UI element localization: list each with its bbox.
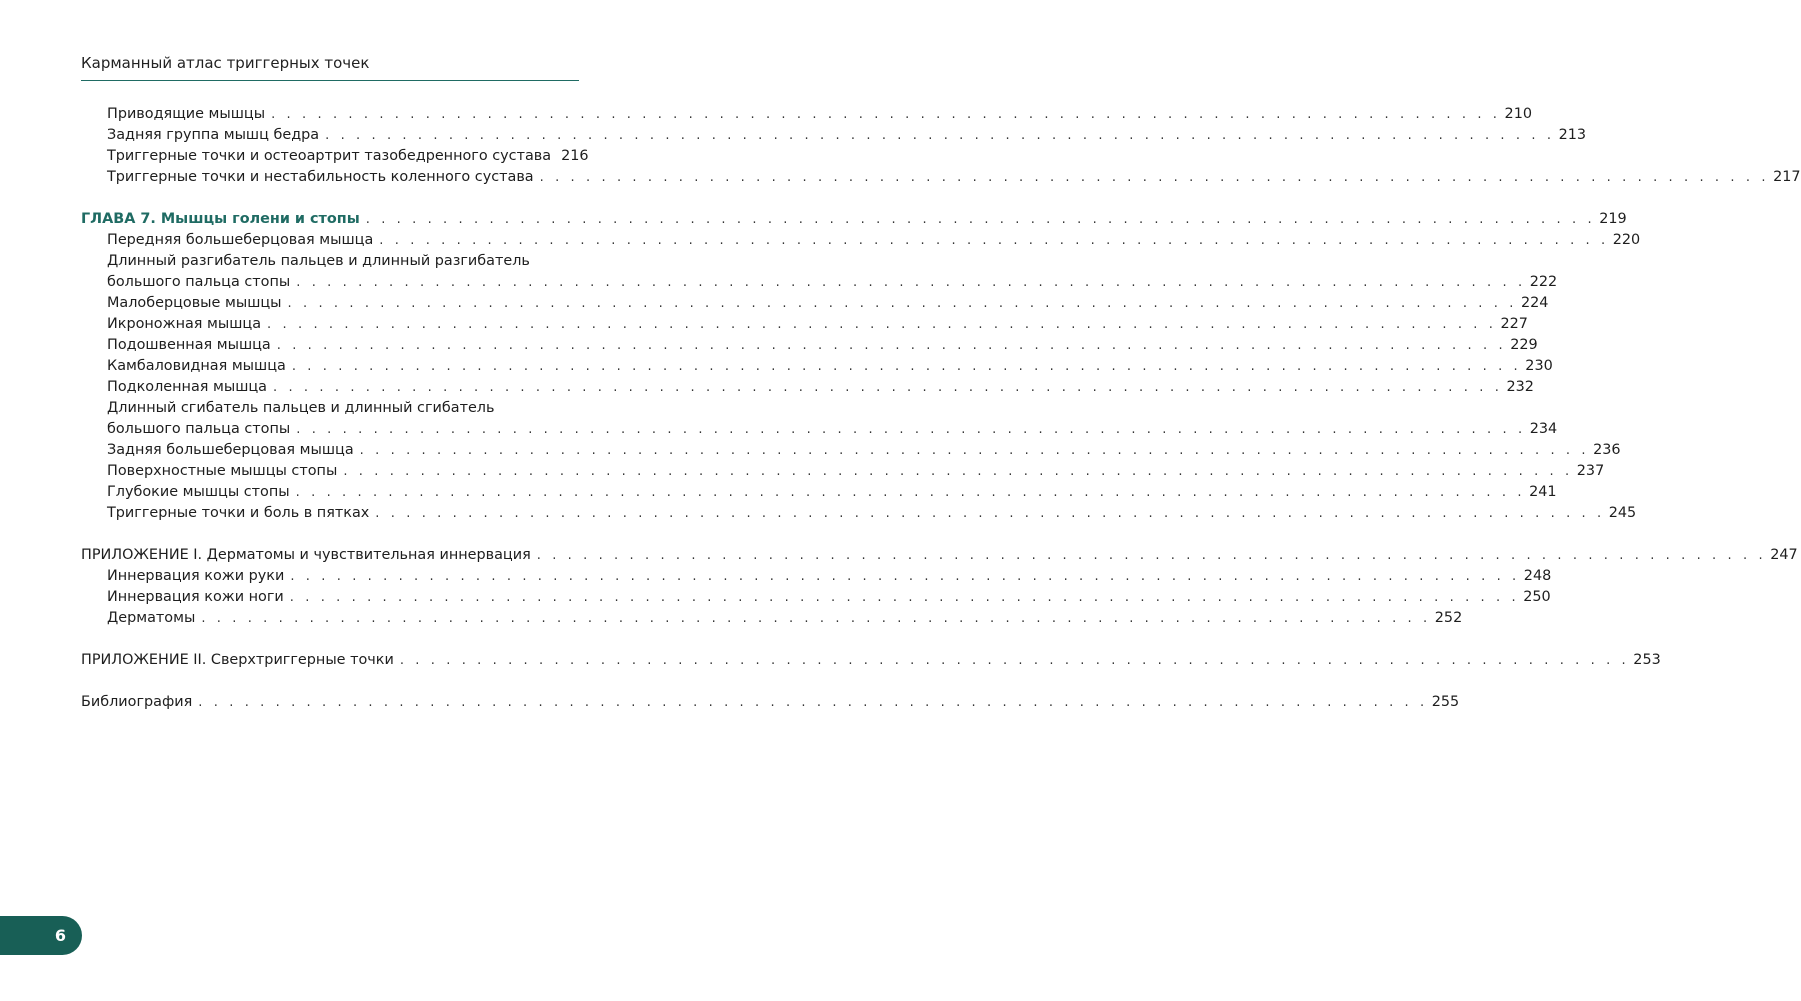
dot-leader: . . . . . . . . . . . . . . . . . . . . . . . . . . . . . . . . . . . . . . . . . . . . . . . . . . . . . . . . . . . . . . . . . . . . . . . . . . . . . . . . bbox=[198, 695, 1428, 710]
dot-leader: . . . . . . . . . . . . . . . . . . . . . . . . . . . . . . . . . . . . . . . . . . . . . . . . . . . . . . . . . . . . . . . . . . . . . . . . . . . . . . . . bbox=[379, 233, 1609, 248]
toc-entry-title: Приводящие мышцы bbox=[107, 106, 266, 122]
dot-leader: . . . . . . . . . . . . . . . . . . . . . . . . . . . . . . . . . . . . . . . . . . . . . . . . . . . . . . . . . . . . . . . . . . . . . . . . . . . . . . . . bbox=[375, 506, 1605, 521]
toc-page-number: 217 bbox=[1773, 169, 1801, 185]
toc-page-number: 250 bbox=[1523, 589, 1551, 605]
toc-entry-title: Малоберцовые мышцы bbox=[107, 295, 282, 311]
dot-leader: . . . . . . . . . . . . . . . . . . . . . . . . . . . . . . . . . . . . . . . . . . . . . . . . . . . . . . . . . . . . . . . . . . . . . . . . . . . . . . . . bbox=[296, 275, 1526, 290]
toc-entry[interactable] bbox=[81, 272, 1558, 293]
toc-entry[interactable] bbox=[81, 335, 1538, 356]
toc-page-number: 248 bbox=[1523, 568, 1552, 584]
dot-leader: . . . . . . . . . . . . . . . . . . . . . . . . . . . . . . . . . . . . . . . . . . . . . . . . . . . . . . . . . . . . . . . . . . . . . . . . . . . . . . . . bbox=[276, 338, 1507, 353]
toc-page-number: 245 bbox=[1608, 505, 1637, 521]
toc-page-number: 232 bbox=[1506, 379, 1534, 395]
toc-entry[interactable] bbox=[81, 230, 1641, 251]
toc-entry-title: Глубокие мышцы стопы bbox=[107, 484, 290, 500]
toc-page-number: 227 bbox=[1500, 316, 1528, 332]
toc-entry[interactable] bbox=[81, 146, 589, 167]
toc-entry-title-line: Длинный разгибатель пальцев и длинный разгибатель bbox=[107, 253, 530, 269]
header-rule bbox=[81, 80, 579, 81]
toc-entry-title: Триггерные точки и нестабильность коленного сустава bbox=[107, 169, 534, 185]
toc-entry[interactable] bbox=[81, 545, 1798, 566]
toc-page-number: 234 bbox=[1529, 421, 1558, 437]
toc-entry-title: Подколенная мышца bbox=[107, 379, 267, 395]
toc-entry[interactable] bbox=[81, 608, 1463, 629]
dot-leader: . . . . . . . . . . . . . . . . . . . . . . . . . . . . . . . . . . . . . . . . . . . . . . . . . . . . . . . . . . . . . . . . . . . . . . . . . . . . . . . . bbox=[325, 128, 1555, 143]
toc-entry[interactable] bbox=[81, 356, 1553, 377]
toc-entry[interactable] bbox=[81, 419, 1558, 440]
toc-page-number: 213 bbox=[1558, 127, 1587, 143]
toc-entry-title: Библиография bbox=[81, 694, 193, 710]
toc-chapter-entry[interactable] bbox=[81, 209, 1627, 230]
toc-entry[interactable] bbox=[81, 461, 1605, 482]
toc-entry[interactable] bbox=[81, 650, 1661, 671]
toc-page-number: 230 bbox=[1525, 358, 1553, 374]
toc-entry[interactable] bbox=[81, 125, 1587, 146]
toc-entry-title: Дерматомы bbox=[107, 610, 196, 626]
dot-leader: . . . . . . . . . . . . . . . . . . . . . . . . . . . . . . . . . . . . . . . . . . . . . . . . . . . . . . . . . . . . . . . . . . . . . . . . . . . . . . . . bbox=[359, 443, 1590, 458]
toc-entry[interactable] bbox=[81, 377, 1534, 398]
toc-entry-title: Триггерные точки и боль в пятках bbox=[107, 505, 370, 521]
toc-entry[interactable] bbox=[81, 692, 1460, 713]
toc-entry[interactable] bbox=[81, 293, 1549, 314]
dot-leader: . . . . . . . . . . . . . . . . . . . . . . . . . . . . . . . . . . . . . . . . . . . . . . . . . . . . . . . . . . . . . . . . . . . . . . . . . . . . . . . . bbox=[295, 485, 1526, 500]
dot-leader: . . . . . . . . . . . . . . . . . . . . . . . . . . . . . . . . . . . . . . . . . . . . . . . . . . . . . . . . . . . . . . . . . . . . . . . . . . . . . . . . bbox=[539, 170, 1770, 185]
toc-entry-title: Задняя группа мышц бедра bbox=[107, 127, 320, 143]
toc-section bbox=[81, 650, 1661, 671]
toc-page-number: 210 bbox=[1504, 106, 1533, 122]
dot-leader: . . . . . . . . . . . . . . . . . . . . . . . . . . . . . . . . . . . . . . . . . . . . . . . . . . . . . . . . . . . . . . . . . . . . . . . . . . . . . . . . bbox=[287, 296, 1517, 311]
toc-page-number: 222 bbox=[1529, 274, 1558, 290]
dot-leader: . . . . . . . . . . . . . . . . . . . . . . . . . . . . . . . . . . . . . . . . . . . . . . . . . . . . . . . . . . . . . . . . . . . . . . . . . . . . . . . . bbox=[271, 107, 1501, 122]
toc-page-number: 247 bbox=[1770, 547, 1798, 563]
toc-entry-title: большого пальца стопы bbox=[107, 274, 291, 290]
toc-page-number: 219 bbox=[1599, 211, 1627, 227]
toc-entry[interactable] bbox=[81, 566, 1552, 587]
dot-leader: . . . . . . . . . . . . . . . . . . . . . . . . . . . . . . . . . . . . . . . . . . . . . . . . . . . . . . . . . . . . . . . . . . . . . . . . . . . . . . . . bbox=[289, 590, 1520, 605]
table-of-contents bbox=[81, 104, 1801, 734]
running-header: Карманный атлас триггерных точек bbox=[81, 54, 370, 72]
toc-section bbox=[81, 545, 1798, 629]
dot-leader: . . . . . . . . . . . . . . . . . . . . . . . . . . . . . . . . . . . . . . . . . . . . . . . . . . . . . . . . . . . . . . . . . . . . . . . . . . . . . . . . bbox=[290, 569, 1520, 584]
toc-entry-title: Передняя большеберцовая мышца bbox=[107, 232, 374, 248]
dot-leader: . . . . . . . . . . . . . . . . . . . . . . . . . . . . . . . . . . . . . . . . . . . . . . . . . . . . . . . . . . . . . . . . . . . . . . . . . . . . . . . . bbox=[201, 611, 1431, 626]
toc-page-number: 236 bbox=[1593, 442, 1621, 458]
dot-leader: . . . . . . . . . . . . . . . . . . . . . . . . . . . . . . . . . . . . . . . . . . . . . . . . . . . . . . . . . . . . . . . . . . . . . . . . . . . . . . . . bbox=[291, 359, 1522, 374]
dot-leader: . . . . . . . . . . . . . . . . . . . . . . . . . . . . . . . . . . . . . . . . . . . . . . . . . . . . . . . . . . . . . . . . . . . . . . . . . . . . . . . . bbox=[296, 422, 1526, 437]
toc-entry[interactable] bbox=[81, 482, 1557, 503]
toc-entry-title: ГЛАВА 7. Мышцы голени и стопы bbox=[81, 211, 360, 227]
dot-leader: . . . . . . . . . . . . . . . . . . . . . . . . . . . . . . . . . . . . . . . . . . . . . . . . . . . . . . . . . . . . . . . . . . . . . . . . . . . . . . . . bbox=[365, 212, 1596, 227]
toc-entry-title: Триггерные точки и остеоартрит тазобедренного сустава bbox=[107, 148, 552, 164]
toc-entry-title: большого пальца стопы bbox=[107, 421, 291, 437]
toc-entry[interactable] bbox=[81, 440, 1621, 461]
toc-page-number: 224 bbox=[1520, 295, 1549, 311]
toc-entry-title: Икроножная мышца bbox=[107, 316, 262, 332]
toc-entry-title: ПРИЛОЖЕНИЕ I. Дерматомы и чувствительная иннервация bbox=[81, 547, 531, 563]
toc-page-number: 216 bbox=[561, 148, 589, 164]
dot-leader: . . . . . . . . . . . . . . . . . . . . . . . . . . . . . . . . . . . . . . . . . . . . . . . . . . . . . . . . . . . . . . . . . . . . . . . . . . . . . . . . bbox=[399, 653, 1630, 668]
toc-entry-title: Поверхностные мышцы стопы bbox=[107, 463, 338, 479]
dot-leader: . . . . . . . . . . . . . . . . . . . . . . . . . . . . . . . . . . . . . . . . . . . . . . . . . . . . . . . . . . . . . . . . . . . . . . . . . . . . . . . . bbox=[267, 317, 1497, 332]
dot-leader: . . . . . . . . . . . . . . . . . . . . . . . . . . . . . . . . . . . . . . . . . . . . . . . . . . . . . . . . . . . . . . . . . . . . . . . . . . . . . . . . bbox=[536, 548, 1767, 563]
toc-page-number: 252 bbox=[1434, 610, 1463, 626]
toc-entry-title: Подошвенная мышца bbox=[107, 337, 271, 353]
toc-entry[interactable] bbox=[81, 104, 1533, 125]
toc-entry[interactable] bbox=[81, 587, 1551, 608]
toc-entry-title: ПРИЛОЖЕНИЕ II. Сверхтриггерные точки bbox=[81, 652, 394, 668]
toc-section bbox=[81, 104, 1801, 188]
toc-section bbox=[81, 692, 1460, 713]
page-number: 6 bbox=[54, 926, 66, 945]
toc-entry-title-line: Длинный сгибатель пальцев и длинный сгибатель bbox=[107, 400, 495, 416]
toc-page-number: 253 bbox=[1633, 652, 1661, 668]
toc-entry-title: Иннервация кожи руки bbox=[107, 568, 285, 584]
toc-entry-title: Камбаловидная мышца bbox=[107, 358, 286, 374]
toc-page-number: 237 bbox=[1576, 463, 1605, 479]
toc-entry-title: Иннервация кожи ноги bbox=[107, 589, 284, 605]
dot-leader: . . . . . . . . . . . . . . . . . . . . . . . . . . . . . . . . . . . . . . . . . . . . . . . . . . . . . . . . . . . . . . . . . . . . . . . . . . . . . . . . bbox=[343, 464, 1573, 479]
toc-entry[interactable] bbox=[81, 503, 1637, 524]
dot-leader: . . . . . . . . . . . . . . . . . . . . . . . . . . . . . . . . . . . . . . . . . . . . . . . . . . . . . . . . . . . . . . . . . . . . . . . . . . . . . . . . bbox=[273, 380, 1503, 395]
page-number-badge bbox=[0, 916, 82, 955]
toc-entry[interactable] bbox=[81, 314, 1528, 335]
toc-page-number: 220 bbox=[1612, 232, 1641, 248]
toc-entry-title: Задняя большеберцовая мышца bbox=[107, 442, 354, 458]
toc-section bbox=[81, 209, 1641, 524]
toc-page-number: 229 bbox=[1510, 337, 1538, 353]
toc-page-number: 255 bbox=[1431, 694, 1460, 710]
toc-page-number: 241 bbox=[1529, 484, 1557, 500]
toc-entry[interactable] bbox=[81, 167, 1801, 188]
